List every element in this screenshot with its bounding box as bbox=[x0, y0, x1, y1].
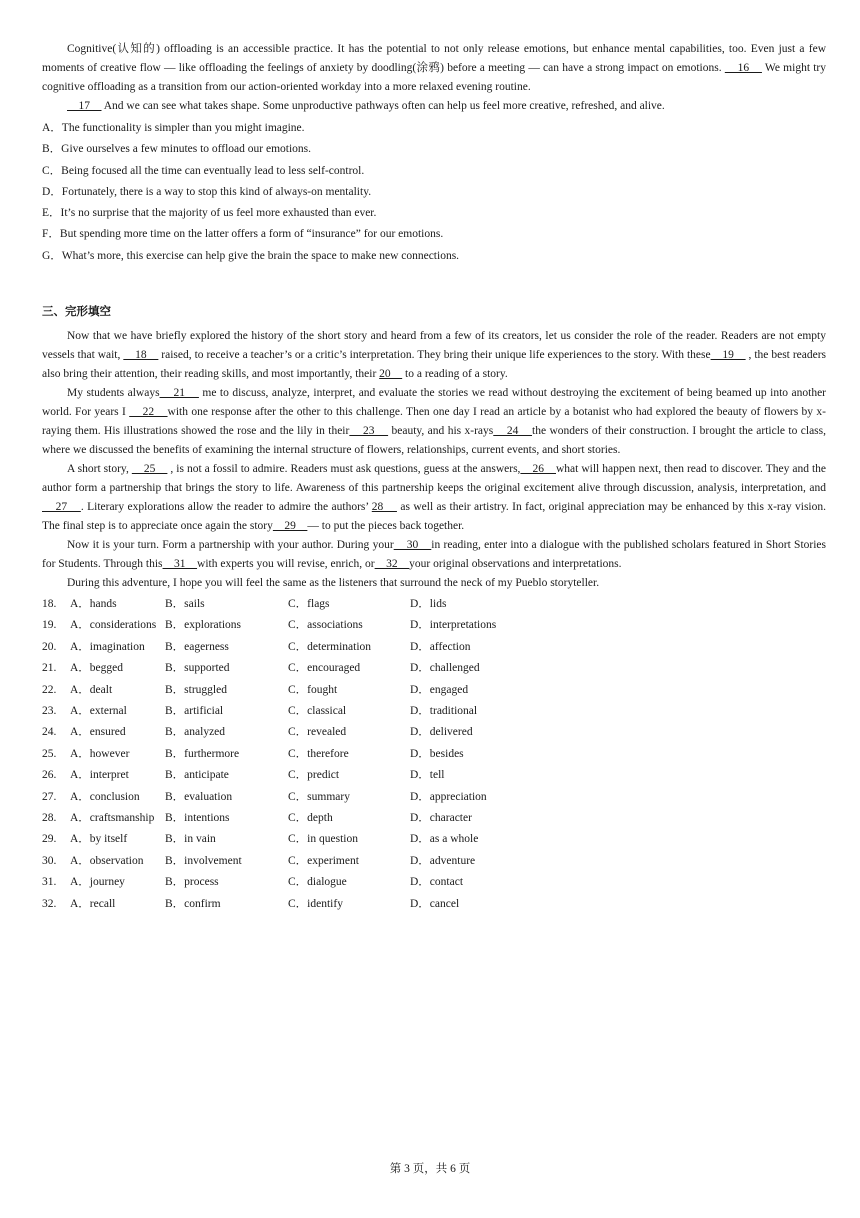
question-row bbox=[42, 658, 826, 679]
question-row bbox=[42, 615, 826, 636]
choice-a[interactable]: A．begged bbox=[70, 662, 124, 675]
blank-27[interactable]: 27 bbox=[42, 501, 81, 514]
choice-a[interactable]: A．external bbox=[70, 705, 127, 718]
cloze-paragraph-2: My students always 21 me to discuss, analyze, interpret, and evaluate the stories we read without destroying the excitement of being beamed up into another world. For years I 22 with one response after the other to this challenge. Then one day I read an article by a botanist who had explored the beauty of flowers by x-raying them. His illustrations showed the rose and the lily in their 23 beauty, and his x-rays 24 the wonders of their construction. I brought the article to class, where we discussed the benefits of examining the internal structure of flowers, relationships, current events, and short stories. bbox=[42, 387, 827, 457]
question-row bbox=[42, 594, 826, 615]
blank-28[interactable]: 28 bbox=[371, 501, 397, 514]
choice-d[interactable]: D．traditional bbox=[410, 705, 478, 718]
question-row bbox=[42, 808, 826, 829]
choice-d[interactable]: D．cancel bbox=[410, 897, 460, 910]
blank-18[interactable]: 18 bbox=[123, 349, 159, 362]
cloze-paragraph-1: Now that we have briefly explored the history of the short story and heard from a few of its creators, let us consider the role of the reader. Readers are not empty vessels that wait, 18 raised, to receive a teacher’s or a critic’s interpretation. They bring their unique life experiences to the story. With these 19 , the best readers also bring their attention, their reading skills, and most importantly, their 20 to a reading of a story. bbox=[42, 330, 827, 381]
question-number: 27. bbox=[42, 790, 57, 803]
question-row bbox=[42, 851, 826, 872]
choice-d[interactable]: D．engaged bbox=[410, 683, 469, 696]
question-row bbox=[42, 744, 826, 765]
choice-b[interactable]: B．process bbox=[165, 876, 219, 889]
choice-a[interactable]: A．considerations bbox=[70, 619, 157, 632]
choice-c[interactable]: C．determination bbox=[288, 640, 372, 653]
choice-b[interactable]: B．explorations bbox=[165, 619, 242, 632]
choice-b[interactable]: B．struggled bbox=[165, 683, 227, 696]
choice-b[interactable]: B．anticipate bbox=[165, 769, 229, 782]
choice-c[interactable]: C．predict bbox=[288, 769, 340, 782]
choice-a[interactable]: A．ensured bbox=[70, 726, 126, 739]
blank-19[interactable]: 19 bbox=[710, 349, 746, 362]
choice-c[interactable]: C．summary bbox=[288, 790, 350, 803]
choice-c[interactable]: C．in question bbox=[288, 833, 358, 846]
choice-c[interactable]: C．dialogue bbox=[288, 876, 347, 889]
passage-paragraph-2: 17 And we can see what takes shape. Some unproductive pathways often can help us feel more creative, refreshed, and alive. bbox=[67, 100, 665, 112]
option-a: A．The functionality is simpler than you might imagine. bbox=[42, 122, 305, 134]
cloze-paragraph-4: Now it is your turn. Form a partnership with your author. During your 30 in reading, enter into a dialogue with the published scholars featured in Short Stories for Students. Through this 31 with experts you will revise, enrich, or 32 your original observations and interpretations. bbox=[42, 539, 826, 571]
choice-a[interactable]: A．craftsmanship bbox=[70, 811, 155, 824]
question-row bbox=[42, 829, 826, 850]
choice-b[interactable]: B．eagerness bbox=[165, 640, 229, 653]
choice-d[interactable]: D．adventure bbox=[410, 854, 476, 867]
blank-31[interactable]: 31 bbox=[162, 558, 198, 571]
cloze-paragraph-5: During this adventure, I hope you will feel the same as the listeners that surround the neck of my Pueblo storyteller. bbox=[67, 577, 600, 590]
question-row bbox=[42, 765, 826, 786]
question-number: 25. bbox=[42, 747, 57, 760]
question-row bbox=[42, 680, 826, 701]
choice-b[interactable]: B．involvement bbox=[165, 854, 242, 867]
choice-a[interactable]: A．hands bbox=[70, 598, 117, 611]
option-f: F．But spending more time on the latter offers a form of “insurance” for our emotions. bbox=[42, 228, 444, 241]
passage-paragraph-1: Cognitive(认知的) offloading is an accessible practice. It has the potential to not only release emotions, but enhance mental capabilities, too. Even just a few moments of creative flow — like offloading the feelings of anxiety by doodling(涂鸦) before a meeting — can have a strong impact on emotions. 16 We might try cognitive offloading as a transition from our action-oriented workday into a more relaxed evening routine. bbox=[42, 43, 826, 93]
question-number: 29. bbox=[42, 833, 57, 846]
choice-b[interactable]: B．intentions bbox=[165, 811, 230, 824]
question-number: 30. bbox=[42, 854, 57, 867]
blank-30[interactable]: 30 bbox=[393, 539, 432, 552]
question-row bbox=[42, 872, 826, 893]
choice-c[interactable]: C．classical bbox=[288, 705, 347, 718]
choice-b[interactable]: B．in vain bbox=[165, 833, 216, 846]
choice-d[interactable]: D．besides bbox=[410, 747, 464, 760]
choice-a[interactable]: A．interpret bbox=[70, 769, 129, 782]
choice-c[interactable]: C．encouraged bbox=[288, 662, 361, 675]
blank-20[interactable]: 20 bbox=[379, 368, 403, 381]
choice-a[interactable]: A．however bbox=[70, 747, 130, 760]
question-row bbox=[42, 722, 826, 743]
question-row bbox=[42, 637, 826, 658]
choice-b[interactable]: B．evaluation bbox=[165, 790, 233, 803]
question-row bbox=[42, 701, 826, 722]
choice-c[interactable]: C．fought bbox=[288, 683, 338, 696]
question-number: 32. bbox=[42, 897, 57, 910]
choice-d[interactable]: D．as a whole bbox=[410, 833, 479, 846]
cloze-paragraph-3: A short story, 25 , is not a fossil to admire. Readers must ask questions, guess at the answers, 26 what will happen next, then read to discover. They and the author form a partnership that brings the story to life. Awareness of this partnership keeps the original excitement alive through discussion, analysis, interpretation, and 27 . Literary explorations allow the reader to admire the authors’ 28 as well as their artistry. In fact, original appreciation may be enhanced by this x-ray vision. The final step is to appreciate once again the story 29 — to put the pieces back together. bbox=[42, 463, 827, 533]
question-number: 31. bbox=[42, 876, 57, 889]
option-c: C．Being focused all the time can eventually lead to less self-control. bbox=[42, 164, 365, 177]
choice-a[interactable]: A．by itself bbox=[70, 833, 128, 846]
blank-23[interactable]: 23 bbox=[349, 425, 389, 438]
question-number: 28. bbox=[42, 811, 57, 824]
choice-a[interactable]: A．journey bbox=[70, 876, 125, 889]
choice-b[interactable]: B．furthermore bbox=[165, 747, 240, 760]
option-e: E．It’s no surprise that the majority of us feel more exhausted than ever. bbox=[42, 207, 377, 220]
option-d: D．Fortunately, there is a way to stop this kind of always-on mentality. bbox=[42, 185, 372, 198]
choice-a[interactable]: A．imagination bbox=[70, 640, 145, 653]
blank-26[interactable]: 26 bbox=[520, 463, 556, 476]
section-title: 三、完形填空 bbox=[42, 304, 111, 319]
choice-b[interactable]: B．supported bbox=[165, 662, 230, 675]
choice-a[interactable]: A．recall bbox=[70, 897, 116, 910]
exam-page bbox=[42, 40, 826, 915]
question-number: 26. bbox=[42, 769, 57, 782]
choice-b[interactable]: B．sails bbox=[165, 598, 205, 611]
choice-c[interactable]: C．identify bbox=[288, 897, 343, 910]
choice-d[interactable]: D．contact bbox=[410, 876, 464, 889]
choice-d[interactable]: D．interpretations bbox=[410, 619, 497, 632]
blank-21[interactable]: 21 bbox=[159, 387, 199, 400]
question-number: 22. bbox=[42, 683, 57, 696]
choice-c[interactable]: C．flags bbox=[288, 598, 330, 611]
blank-24[interactable]: 24 bbox=[493, 425, 533, 438]
choice-b[interactable]: B．analyzed bbox=[165, 726, 226, 739]
choice-c[interactable]: C．experiment bbox=[288, 854, 359, 867]
blank-22[interactable]: 22 bbox=[129, 406, 168, 419]
question-number: 23. bbox=[42, 705, 57, 718]
choice-c[interactable]: C．depth bbox=[288, 811, 333, 824]
choice-d[interactable]: D．affection bbox=[410, 640, 471, 653]
choice-d[interactable]: D．character bbox=[410, 811, 472, 824]
choice-b[interactable]: B．confirm bbox=[165, 897, 221, 910]
choice-b[interactable]: B．artificial bbox=[165, 705, 224, 718]
question-row bbox=[42, 894, 826, 915]
choice-d[interactable]: D．appreciation bbox=[410, 790, 487, 803]
choice-c[interactable]: C．revealed bbox=[288, 726, 347, 739]
question-number: 18. bbox=[42, 598, 57, 611]
blank-16[interactable]: 16 bbox=[724, 62, 762, 74]
choice-c[interactable]: C．associations bbox=[288, 619, 363, 632]
question-number: 19. bbox=[42, 619, 57, 632]
option-g: G．What’s more, this exercise can help give the brain the space to make new connections. bbox=[42, 249, 460, 262]
choice-d[interactable]: D．tell bbox=[410, 769, 445, 782]
page-footer: 第 3 页，共 6 页 bbox=[389, 1163, 471, 1175]
question-number: 21. bbox=[42, 662, 57, 675]
blank-25[interactable]: 25 bbox=[131, 463, 168, 476]
question-number: 20. bbox=[42, 640, 57, 653]
choice-d[interactable]: D．lids bbox=[410, 598, 447, 611]
option-b: B．Give ourselves a few minutes to offload our emotions. bbox=[42, 143, 312, 156]
blank-32[interactable]: 32 bbox=[374, 558, 410, 571]
seven-choice-options bbox=[42, 118, 826, 267]
question-row bbox=[42, 787, 826, 808]
blank-29[interactable]: 29 bbox=[272, 520, 308, 533]
cloze-questions bbox=[42, 594, 826, 915]
choice-d[interactable]: D．challenged bbox=[410, 662, 480, 675]
choice-a[interactable]: A．dealt bbox=[70, 683, 113, 696]
choice-a[interactable]: A．conclusion bbox=[70, 790, 140, 803]
choice-d[interactable]: D．delivered bbox=[410, 726, 473, 739]
choice-a[interactable]: A．observation bbox=[70, 854, 144, 867]
question-number: 24. bbox=[42, 726, 57, 739]
blank-17[interactable]: 17 bbox=[67, 100, 102, 112]
choice-c[interactable]: C．therefore bbox=[288, 747, 349, 760]
